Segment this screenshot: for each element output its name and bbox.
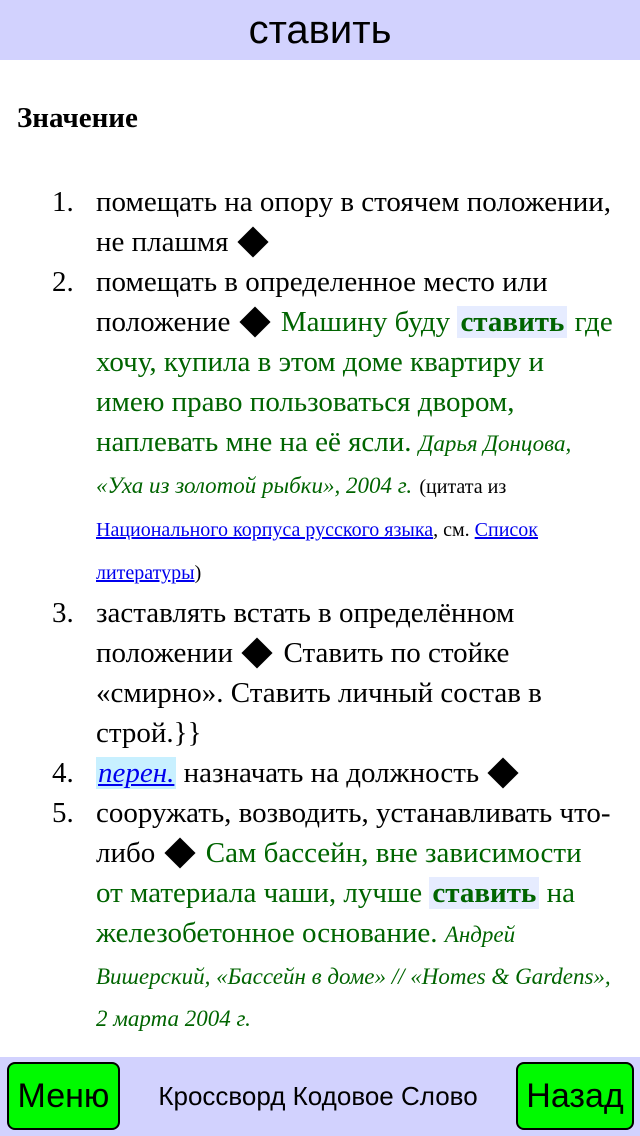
- meaning-text: заставлять встать в определённом положении: [96, 597, 515, 669]
- meaning-number: 2.: [52, 266, 74, 298]
- meaning-text: помещать в определенное место или положение: [96, 266, 548, 338]
- diamond-icon: [164, 838, 195, 869]
- meaning-example-plain: Ставить по стойке «смирно». Ставить личный состав в строй.}}: [96, 637, 542, 749]
- citation-prefix: (цитата из: [419, 476, 507, 498]
- diamond-icon: [488, 758, 519, 789]
- menu-button[interactable]: Меню: [7, 1062, 120, 1130]
- example-author: Андрей Вишерский, «Бассейн в доме» // «Homes & Gardens», 2 марта 2004 г.: [96, 922, 611, 1031]
- diamond-icon: [239, 307, 270, 338]
- highlighted-word: ставить: [457, 306, 567, 338]
- citation-suffix: ): [194, 562, 202, 584]
- diamond-icon: [237, 227, 268, 258]
- meaning-item: [0, 753, 640, 793]
- meanings-list: [0, 182, 640, 1039]
- meaning-number: 1.: [52, 186, 74, 218]
- page-title: ставить: [248, 7, 392, 52]
- bottom-toolbar: [0, 1057, 640, 1136]
- meaning-item: [0, 262, 640, 593]
- example-author: Дарья Донцова, «Уха из золотой рыбки», 2004 г.: [96, 431, 572, 498]
- back-button[interactable]: Назад: [516, 1062, 634, 1130]
- meaning-number: 4.: [52, 757, 74, 789]
- meaning-item: [0, 182, 640, 262]
- meaning-item: [0, 593, 640, 753]
- citation-mid: , см.: [433, 519, 470, 541]
- meaning-item: [0, 793, 640, 1039]
- meaning-text: сооружать, возводить, устанавливать что-либо: [96, 797, 611, 869]
- example-text: Машину буду: [280, 306, 451, 338]
- figurative-tag-link[interactable]: перен.: [98, 757, 175, 789]
- corpus-link[interactable]: Национального корпуса русского языка: [96, 519, 434, 541]
- article-content[interactable]: [0, 60, 640, 1057]
- example-text: на железобетонное основание.: [96, 877, 575, 949]
- section-title: Значение: [17, 102, 138, 134]
- highlighted-word: ставить: [429, 877, 539, 909]
- diamond-icon: [242, 638, 273, 669]
- title-bar: [0, 0, 640, 60]
- bibliography-link[interactable]: Список литературы: [96, 519, 539, 584]
- meaning-text: помещать на опору в стоячем положении, не плашмя: [96, 186, 611, 258]
- example-text: Сам бассейн, вне зависимости от материала чаши, лучше: [96, 837, 582, 909]
- example-text: где хочу, купила в этом доме квартиру и имею право пользоваться двором, наплевать мне на её ясли.: [96, 306, 613, 458]
- app-name-label: Кроссворд Кодовое Слово: [158, 1081, 478, 1111]
- meaning-number: 5.: [52, 797, 74, 829]
- meaning-text: назначать на должность: [183, 757, 480, 789]
- meaning-number: 3.: [52, 597, 74, 629]
